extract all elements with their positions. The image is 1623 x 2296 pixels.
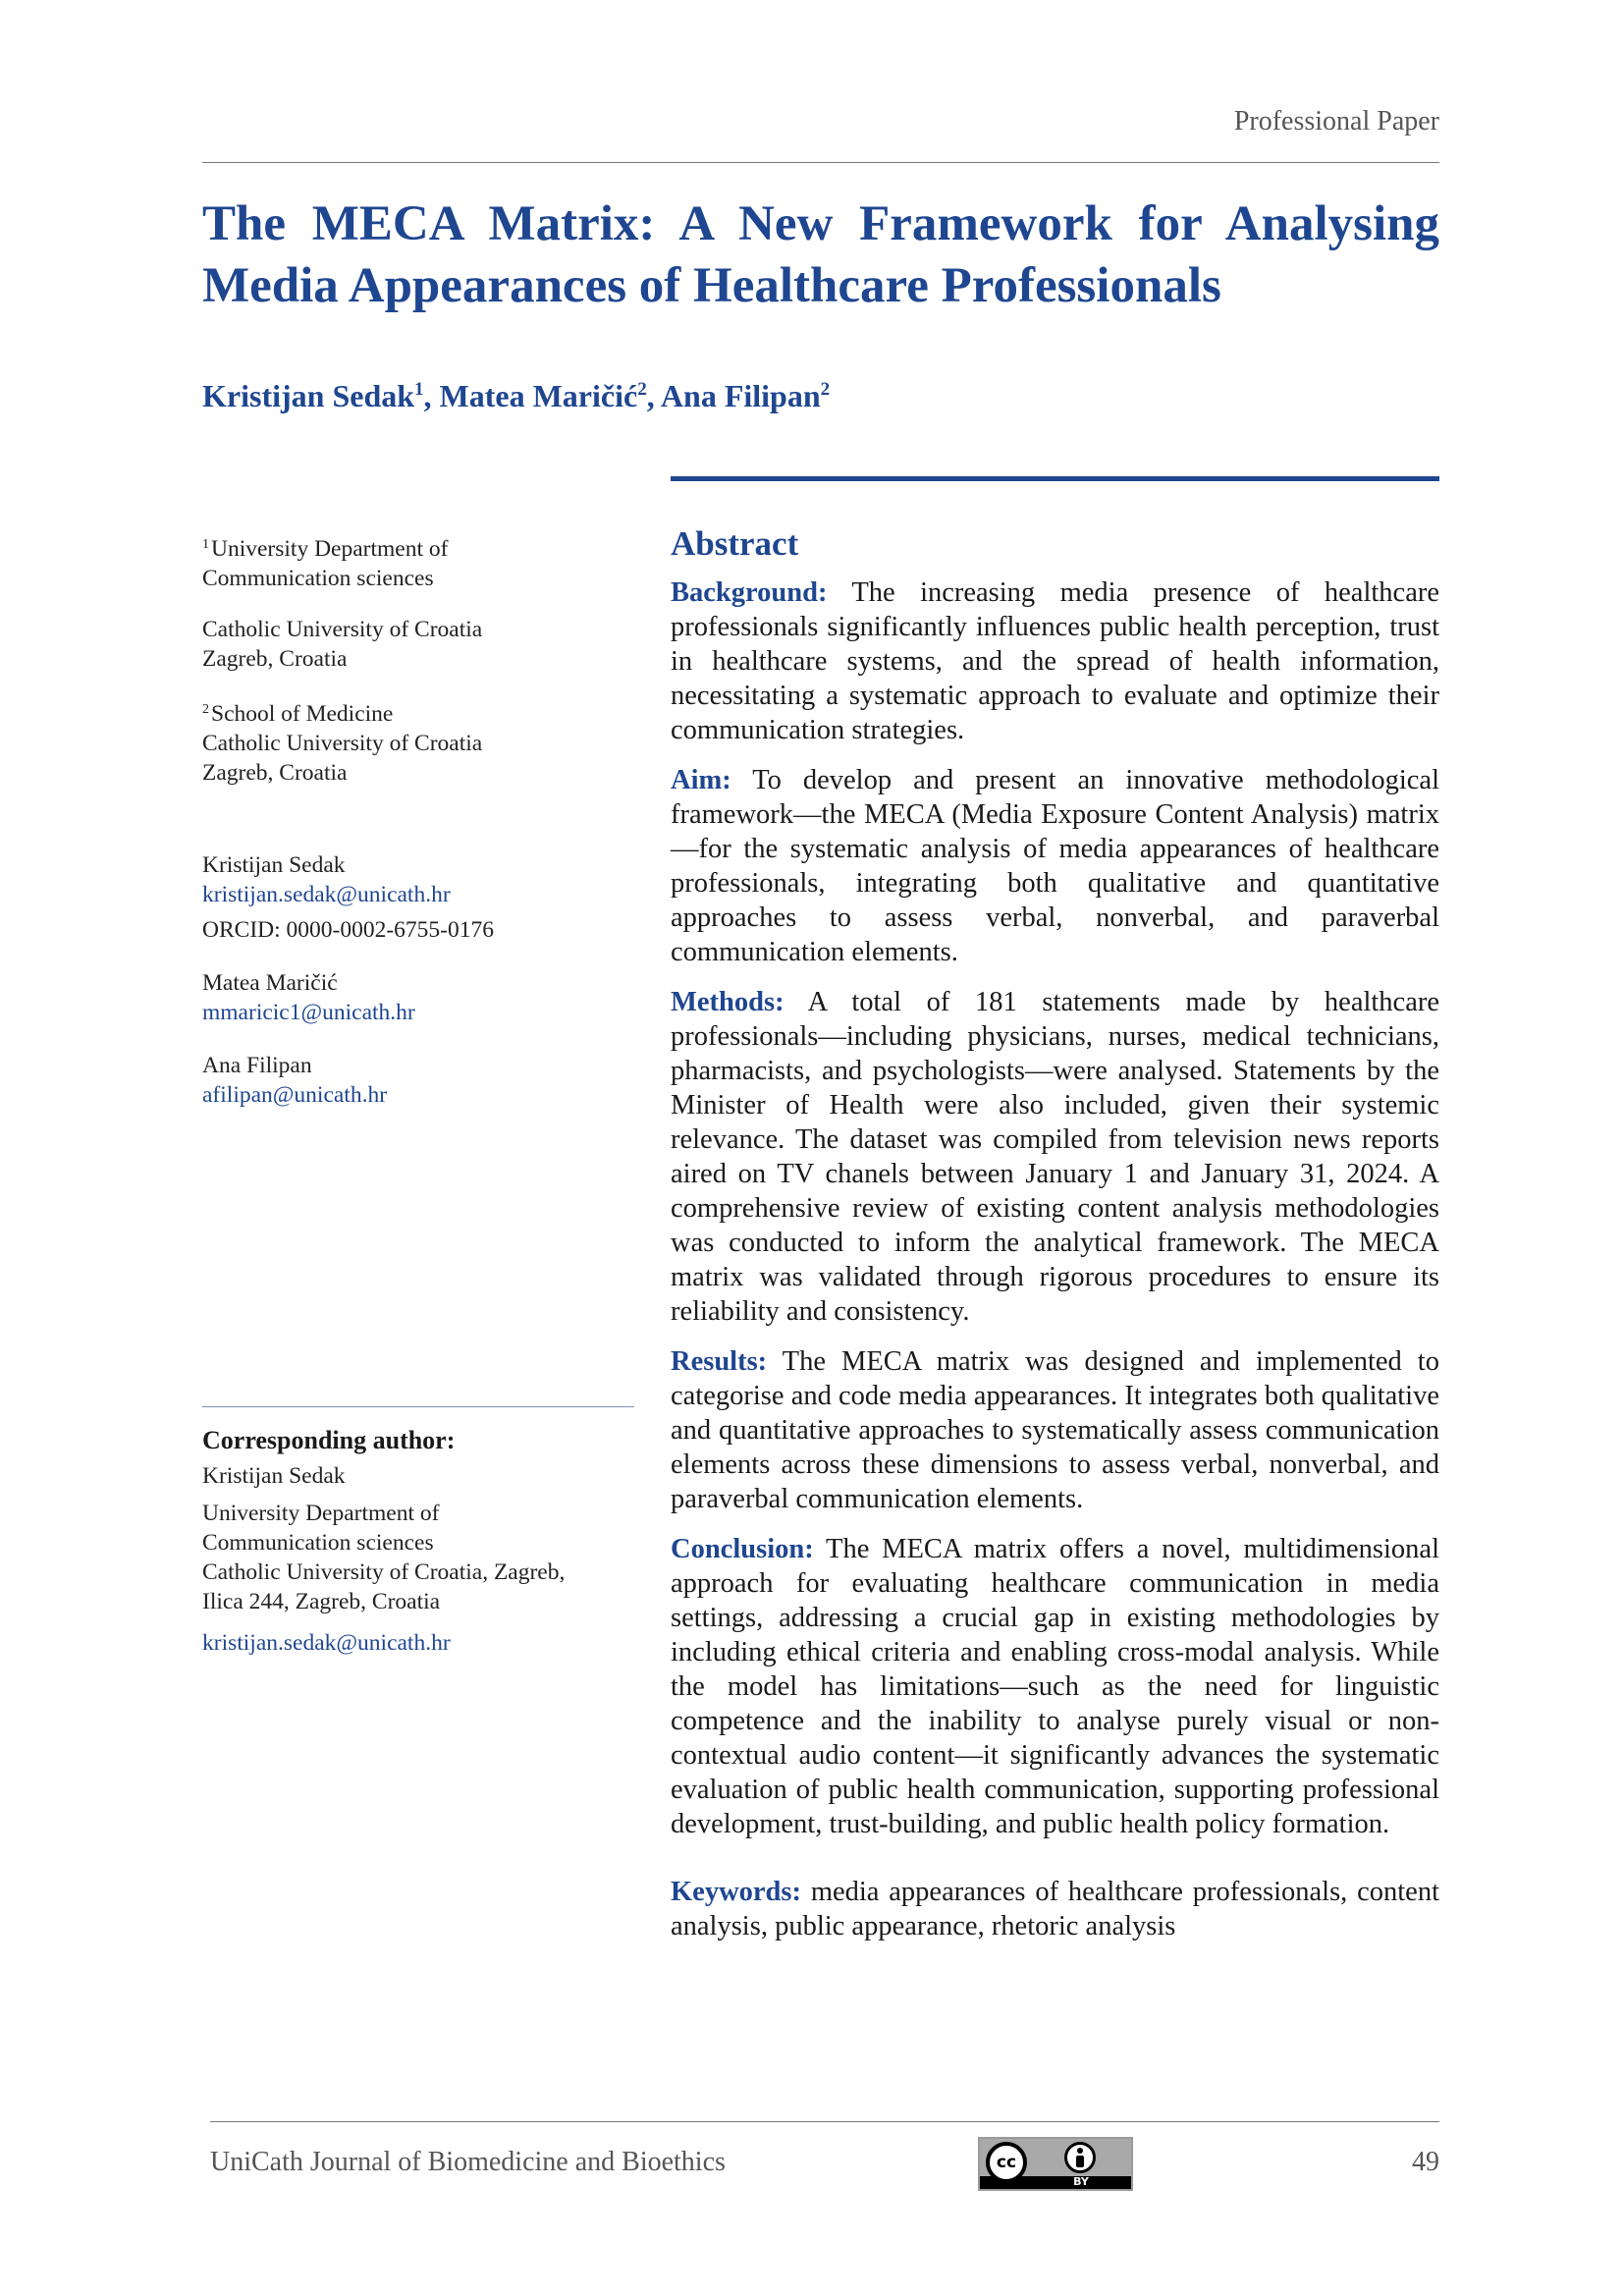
author-name: Kristijan Sedak (202, 378, 415, 413)
affiliation-line: Communication sciences (202, 566, 434, 591)
cc-by-license-icon[interactable] (978, 2137, 1133, 2191)
corresponding-address-line: Communication sciences (202, 1530, 434, 1556)
journal-name: UniCath Journal of Biomedicine and Bioethics (210, 2147, 726, 2177)
abstract (671, 522, 1439, 1959)
affiliation-line: Zagreb, Croatia (202, 760, 348, 786)
cc-icon: cc (986, 2142, 1027, 2183)
abstract-aim (671, 763, 1439, 969)
corresponding-email-link[interactable]: kristijan.sedak@unicath.hr (202, 1630, 451, 1656)
contact-name: Matea Maričić (202, 970, 338, 996)
paper-type-label: Professional Paper (1233, 106, 1439, 137)
affiliation (202, 695, 634, 788)
section-text: A total of 181 statements made by healthcare professionals—including physicians, nurses, medical technicians, pharmacists, and psychologists—were analysed. Statements by the Minister of Health were also included, given their systemic relevance. The dataset was compiled from television news reports aired on TV chanels between January 1 and January 31, 2024. A comprehensive review of existing content analysis methodologies was conducted to inform the analytical framework. The MECA matrix was validated through rigorous procedures to ensure its reliability and consistency. (671, 987, 1439, 1327)
author-list: Kristijan Sedak$^1$, Matea Maričić$^2$, Ana Filipan$^2$ (202, 378, 831, 413)
contact-email-link[interactable]: afilipan@unicath.hr (202, 1082, 388, 1108)
author-name: Matea Maričić (439, 378, 638, 413)
section-label: Methods: (671, 987, 784, 1017)
contact-email-link[interactable]: mmaricic1@unicath.hr (202, 1000, 415, 1025)
affiliations (202, 530, 634, 809)
section-text: The increasing media presence of healthcare professionals significantly influences public health perception, trust in healthcare systems, and the spread of health information, necessitating a systematic approach to evaluate and optimize their communication strategies. (671, 577, 1439, 745)
affiliation (202, 530, 634, 593)
header-divider (202, 162, 1439, 163)
affiliation (202, 615, 634, 674)
affiliation-mark: 1 (202, 537, 209, 552)
corresponding-address-line: Catholic University of Croatia, Zagreb, (202, 1559, 566, 1585)
affiliation-line: School of Medicine (211, 701, 394, 727)
page-number: 49 (1412, 2147, 1439, 2177)
section-label: Background: (671, 577, 828, 608)
section-text: To develop and present an innovative methodological framework—the MECA (Media Exposure Content Analysis) matrix—for the systematic analysis of media appearances of healthcare professionals, integrating both qualitative and quantitative approaches to assess verbal, nonverbal, and paraverbal communication elements. (671, 765, 1439, 967)
corresponding-divider (202, 1406, 634, 1407)
author-affiliation-mark: 1 (414, 379, 424, 400)
affiliation-line: Zagreb, Croatia (202, 646, 348, 672)
affiliation-line: Catholic University of Croatia (202, 731, 483, 756)
affiliation-line: University Department of (211, 536, 449, 562)
keywords-text: media appearances of healthcare professionals, content analysis, public appearance, rhetoric analysis (671, 1877, 1439, 1941)
abstract-keywords (671, 1875, 1439, 1943)
affiliation-mark: 2 (202, 702, 209, 717)
abstract-divider (671, 476, 1439, 481)
contact-block (202, 850, 634, 945)
section-label: Aim: (671, 765, 731, 795)
abstract-background (671, 575, 1439, 747)
corresponding-address-line: Ilica 244, Zagreb, Croatia (202, 1589, 441, 1614)
contact-name: Kristijan Sedak (202, 852, 346, 878)
section-label: Conclusion: (671, 1534, 814, 1564)
paper-title (202, 193, 1439, 317)
corresponding-author (202, 1426, 634, 1658)
abstract-results (671, 1344, 1439, 1516)
corresponding-author-name: Kristijan Sedak (202, 1463, 346, 1489)
orcid-id: ORCID: 0000-0002-6755-0176 (202, 917, 494, 943)
keywords-label: Keywords: (671, 1877, 801, 1907)
abstract-methods (671, 985, 1439, 1329)
abstract-conclusion (671, 1532, 1439, 1841)
attribution-person-icon (1064, 2142, 1096, 2173)
contact-email-link[interactable]: kristijan.sedak@unicath.hr (202, 882, 451, 907)
section-text: The MECA matrix was designed and implemented to categorise and code media appearances. It integrates both qualitative and quantitative approaches to systematically assess communication elements across these dimensions to assess verbal, nonverbal, and paraverbal communication elements. (671, 1346, 1439, 1514)
section-text: The MECA matrix offers a novel, multidimensional approach for evaluating healthcare communication in media settings, addressing a crucial gap in existing methodologies by including ethical criteria and enabling cross-modal analysis. While the model has limitations—such as the need for linguistic competence and the inability to analyse purely visual or non-contextual audio content—it significantly advances the systematic evaluation of public health communication, supporting professional development, trust-building, and public health policy formation. (671, 1534, 1439, 1839)
abstract-heading: Abstract (671, 524, 799, 563)
footer-divider (210, 2121, 1439, 2122)
contact-block (202, 1051, 634, 1110)
author-affiliation-mark: 2 (820, 379, 831, 400)
contact-block (202, 968, 634, 1027)
affiliation-line: Catholic University of Croatia (202, 617, 483, 642)
section-label: Results: (671, 1346, 768, 1377)
author-affiliation-mark: 2 (637, 379, 647, 400)
corresponding-author-heading: Corresponding author: (202, 1426, 456, 1454)
corresponding-address-line: University Department of (202, 1501, 440, 1526)
paper-title-line-2: Media Appearances of Healthcare Professionals (202, 258, 1221, 313)
paper-title-line-1: The MECA Matrix: A New Framework for Analysing (202, 196, 1439, 251)
author-name: Ana Filipan (660, 378, 821, 413)
author-contacts (202, 850, 634, 1133)
contact-name: Ana Filipan (202, 1053, 312, 1078)
license-by-label: BY (1073, 2175, 1089, 2188)
